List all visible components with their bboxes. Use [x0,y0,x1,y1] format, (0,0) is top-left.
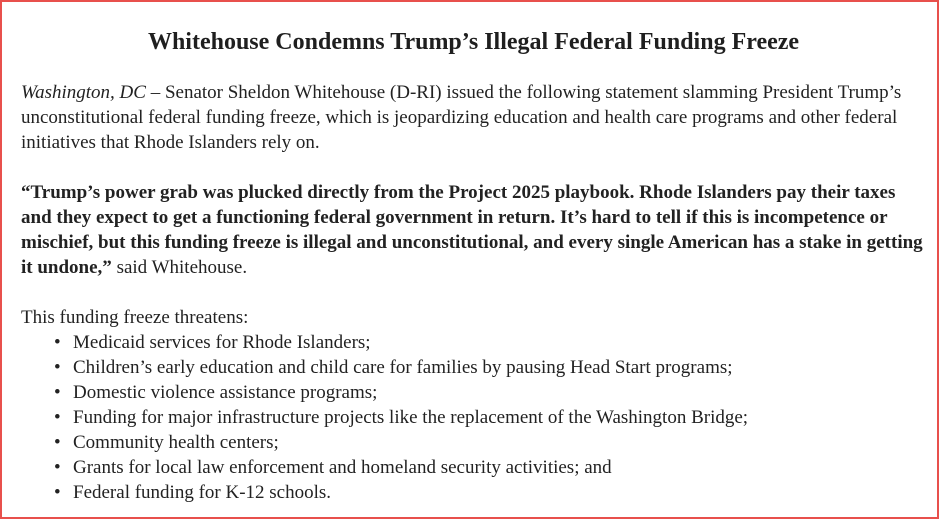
list-item [54,405,926,430]
dateline: Washington, DC [21,82,146,103]
list-item-text: Medicaid services for Rhode Islanders; [73,332,371,353]
bullet-icon: • [54,457,61,478]
bullet-icon: • [54,332,61,353]
list-item-text: Federal funding for K-12 schools. [73,482,332,503]
list-item-text: Children’s early education and child care for families by pausing Head Start programs; [73,357,733,378]
list-item [54,355,926,380]
list-item [54,455,926,480]
threat-list [21,330,926,505]
article-title: Whitehouse Condemns Trump’s Illegal Federal Funding Freeze [147,29,800,55]
list-item [54,430,926,455]
article-content [21,26,926,505]
quote-paragraph [21,180,926,280]
bullet-icon: • [54,407,61,428]
intro-text: – Senator Sheldon Whitehouse (D-RI) issued the following statement slamming President Trump’s unconstitutional federal funding freeze, which is jeopardizing education and health care programs and other federal initiatives that Rhode Islanders rely on. [21,82,902,153]
bullet-icon: • [54,382,61,403]
quote-text: “Trump’s power grab was plucked directly from the Project 2025 playbook. Rhode Islanders pay their taxes and they expect to get a functioning federal government in return. It’s hard to tell if this is incompetence or mischief, but this funding freeze is illegal and unconstitutional, and every single American has a stake in getting it undone,” [21,182,923,278]
list-item-text: Community health centers; [73,432,279,453]
list-item-text: Funding for major infrastructure projects like the replacement of the Washington Bridge; [73,407,749,428]
bullet-icon: • [54,482,61,503]
list-item [54,380,926,405]
list-item-text: Domestic violence assistance programs; [73,382,378,403]
list-lead: This funding freeze threatens: [21,307,249,328]
bullet-icon: • [54,357,61,378]
list-item [54,330,926,355]
intro-paragraph [21,80,926,155]
bullet-icon: • [54,432,61,453]
list-item [54,480,926,505]
list-item-text: Grants for local law enforcement and homeland security activities; and [73,457,612,478]
quote-attribution: said Whitehouse. [111,257,248,278]
